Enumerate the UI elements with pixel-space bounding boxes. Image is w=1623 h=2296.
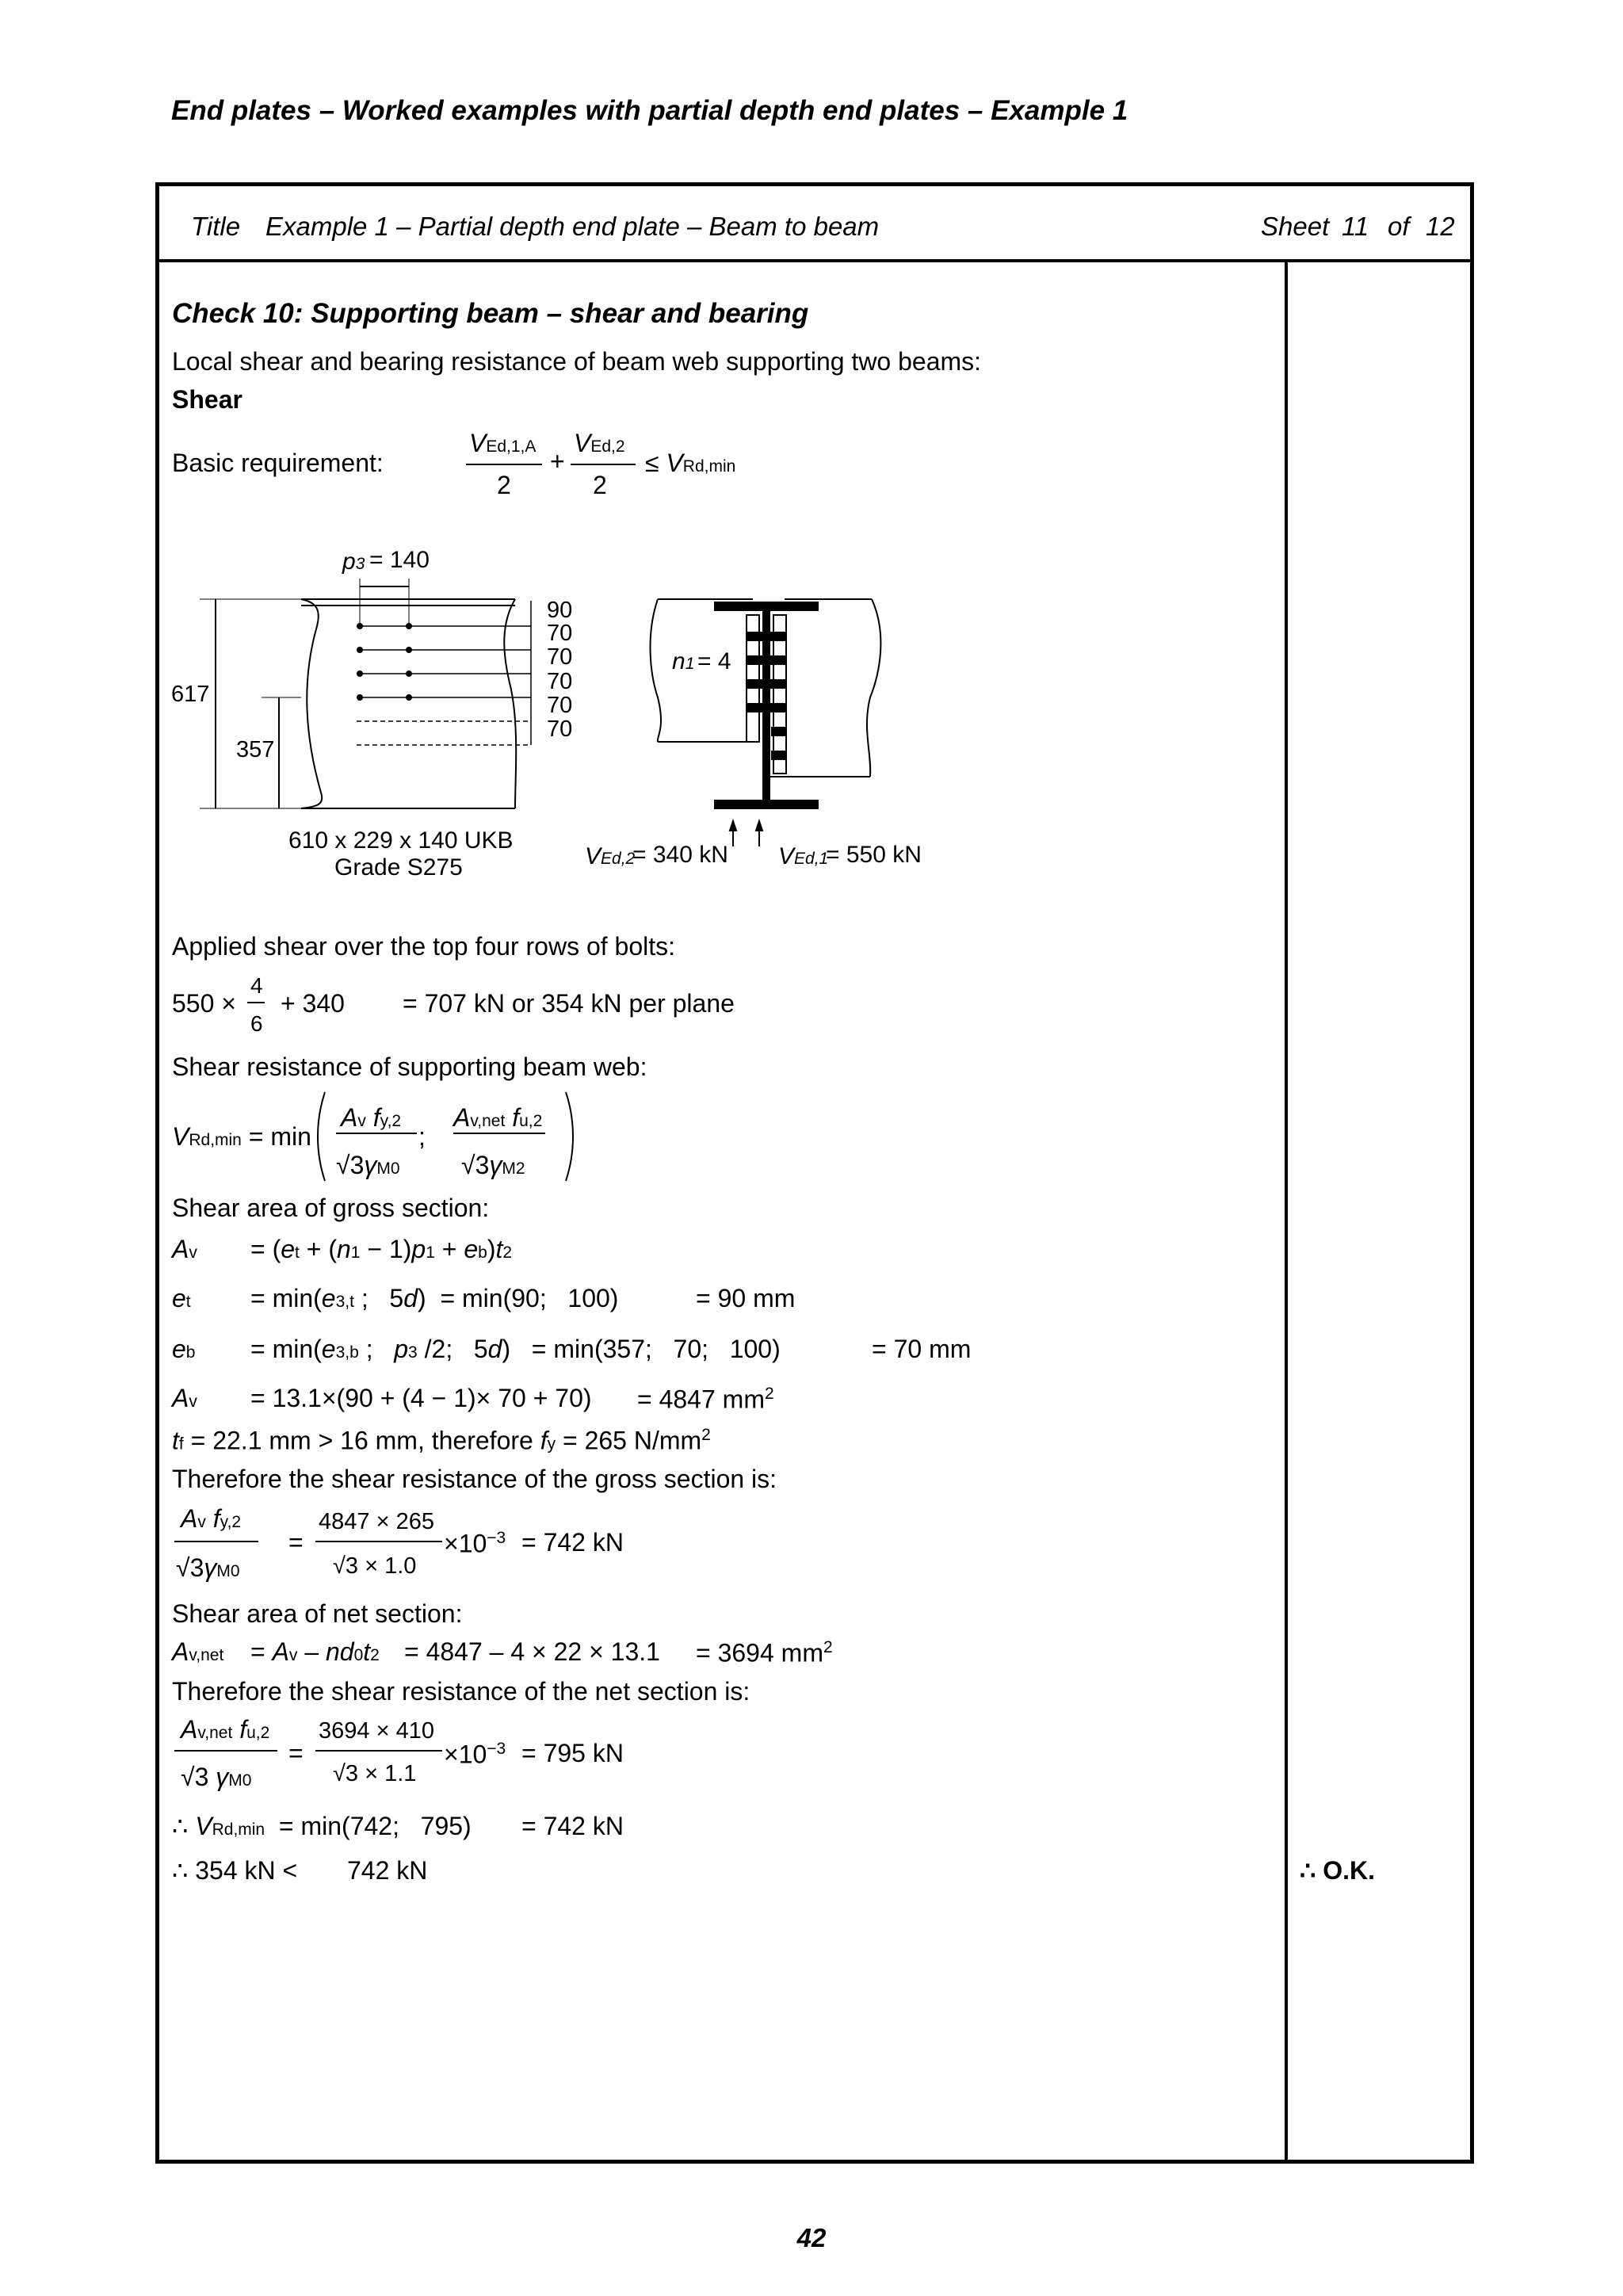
dim-2: 70 (547, 621, 573, 646)
title-label: Title (191, 212, 241, 241)
shear-resistance-heading: Shear resistance of supporting beam web: (172, 1052, 647, 1081)
page-number: 42 (796, 2223, 827, 2252)
av-result: = 4847 mm (637, 1385, 765, 1414)
check-heading: Check 10: Supporting beam – shear and bearing (172, 298, 809, 329)
p3-symbol: p3 (342, 548, 365, 575)
n1-label: = 4 (697, 648, 731, 674)
dim-6: 70 (547, 716, 573, 742)
applied-shear-result: = 707 kN or 354 kN per plane (403, 989, 735, 1018)
intro-text: Local shear and bearing resistance of beam web supporting two beams: (172, 347, 982, 376)
ved2-symbol: VEd,2 (585, 843, 636, 869)
depth-617-label: 617 (171, 682, 210, 707)
ved1-value: = 550 kN (826, 842, 922, 868)
beam-break-left (301, 599, 322, 808)
ved1-symbol: VEd,1 (778, 843, 829, 869)
net-result: = 795 kN (521, 1739, 624, 1767)
et-result: = 90 mm (696, 1284, 796, 1312)
section-designation: 610 x 229 x 140 UKB (288, 827, 514, 854)
gross-resistance-heading: Therefore the shear resistance of the gross section is: (172, 1465, 777, 1493)
running-header: End plates – Worked examples with partial depth end plates – Example 1 (171, 95, 1128, 126)
dim-1: 90 (547, 598, 573, 623)
section-grade: Grade S275 (334, 854, 463, 881)
fy-value: = 265 N/mm (562, 1426, 702, 1455)
sheet-number: 11 (1342, 212, 1369, 241)
ved2-value: = 340 kN (632, 842, 728, 868)
dim-5: 70 (547, 693, 573, 718)
gross-result: = 742 kN (521, 1528, 624, 1557)
basic-requirement-label: Basic requirement: (172, 449, 384, 477)
final-left: 354 kN (195, 1856, 276, 1885)
n1-symbol: n1 (672, 648, 695, 674)
sheet-of: of (1388, 212, 1410, 241)
calculation-content: Check 10: Supporting beam – shear and bearing Local shear and bearing resistance of beam web supporting two beams: Shear Basic requirement: VEd,1,A 2 + VEd,2 2 ≤ VRd,min p3 = 140 90 70 70 70 70 70 617 357 610 x 229 x 140 UKB Grade S275 n1 = 4 VEd,2 = 340 kN VEd,1 = 550 kN Applied shear over the top four rows of bolts: 550 × 4 6 + 340 = 707 kN or 354 kN per plane Shear resistance of supporting beam web: VRd,min = min Av fy,2 √3γM0 ; Av,net fu,2 √3γM2 Shear area of gross section: Av = (et + (n1 − 1)p1 + eb)t2 et = min(e3,t ; 5d) = min(90; 100) = 90 mm eb = min(e3,b ; p3 /2; 5d) = min(357; 70; 100) = 70 mm Av = 13.1×(90 + (4 − 1)× 70 + 70) = 4847 $mm^2$ tf = 22.1 mm > 16 mm, therefore fy = 265 $N/mm^2$ Therefore the shear resistance of the gross section is: Av fy,2 √3γM0 = 4847 × 265 √3 × 1.0 $\times 10^{-3}$ = 742 kN Shear area of net section: Av,net = Av – nd0t2 = 4847 – 4 × 22 × 13.1 = 3694 $mm^2$ Therefore the shear resistance of the net section is: Av,net fu,2 √3 γM0 = 3694 × 410 √3 × 1.1 $\times 10^{-3}$ = 795 kN ∴ VRd,min = min(742; 795) = 742 kN ∴ 354 kN < 742 kN ∴ O.K. (171, 298, 1376, 1885)
vrdmin-result: = 742 kN (521, 1812, 624, 1840)
final-right: 742 kN (347, 1856, 428, 1885)
tf-line: = 22.1 mm > 16 mm, therefore (190, 1426, 533, 1455)
avnet-expr: = 4847 – 4 × 22 × 13.1 (404, 1637, 660, 1666)
shear-heading: Shear (172, 385, 242, 414)
sheet-label: Sheet (1261, 212, 1330, 241)
applied-shear-heading: Applied shear over the top four rows of bolts: (172, 932, 676, 961)
avnet-result: = 3694 mm (696, 1638, 823, 1668)
beam-break-right (504, 599, 516, 808)
p3-label: = 140 (369, 547, 430, 573)
margin-result: ∴ O.K. (1300, 1856, 1376, 1885)
dim-3: 70 (547, 644, 573, 670)
sheet-total: 12 (1426, 212, 1455, 241)
eb-result: = 70 mm (872, 1335, 972, 1363)
net-area-heading: Shear area of net section: (172, 1599, 463, 1628)
net-resistance-heading: Therefore the shear resistance of the net section is: (172, 1677, 750, 1706)
title-text: Example 1 – Partial depth end plate – Beam to beam (265, 212, 880, 241)
dim-4: 70 (547, 669, 573, 694)
depth-357-label: 357 (236, 737, 275, 762)
gross-area-heading: Shear area of gross section: (172, 1194, 490, 1222)
